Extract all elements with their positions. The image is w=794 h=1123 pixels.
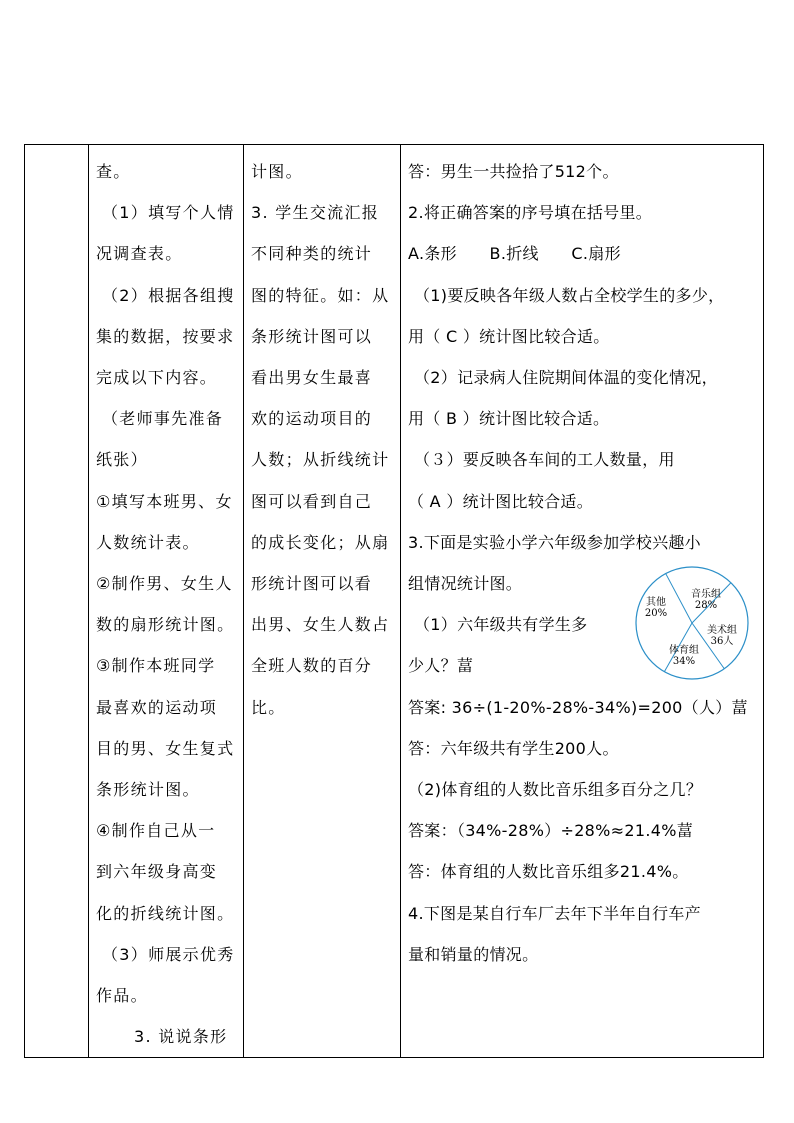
text-line: 量和销量的情况。 <box>408 944 539 964</box>
text-line: 计图。 <box>251 162 303 181</box>
text-line: 人数统计表。 <box>96 532 200 552</box>
text-line: （1）六年级共有学生多 <box>414 615 588 635</box>
text-line: （３）要反映各车间的工人数量，用 <box>414 450 675 470</box>
pie-chart-svg <box>633 564 751 682</box>
text-line: 3. 说说条形 <box>134 1027 228 1047</box>
pie-slice-name: 体育组 <box>669 645 699 656</box>
text-line: 条形统计图。 <box>96 780 200 800</box>
text-line: 到六年级身高变 <box>96 862 218 882</box>
text-line: 4.下图是某自行车厂去年下半年自行车产 <box>408 903 701 923</box>
text-line: 图可以看到自己 <box>251 491 373 511</box>
text-line: 不同种类的统计 <box>251 244 373 264</box>
pie-slice-value: 36人 <box>710 636 734 647</box>
pie-slice-label <box>669 643 699 667</box>
text-line: 答案：（34%-28%）÷28%≈21.4%葍 <box>408 821 694 841</box>
text-line: A.条形 B.折线 C.扇形 <box>408 244 621 264</box>
pie-slice-label <box>691 587 721 611</box>
text-line: 答：六年级共有学生200人。 <box>408 738 619 758</box>
student-activity-cell <box>244 145 401 1058</box>
teacher-activity-text <box>89 145 243 1057</box>
pie-slice-name: 其他 <box>646 597 666 608</box>
text-line: 3. 学生交流汇报 <box>251 203 380 223</box>
text-line: （1)要反映各年级人数占全校学生的多少， <box>414 285 725 305</box>
text-line: 少人？葍 <box>408 656 474 676</box>
text-line: 完成以下内容。 <box>96 368 218 388</box>
text-line: 化的折线统计图。 <box>96 903 235 923</box>
pie-slice-value: 28% <box>694 600 718 611</box>
text-line: 目的男、女生复式 <box>96 738 235 758</box>
text-line: 查。 <box>96 162 131 181</box>
text-line: 纸张） <box>96 450 148 470</box>
text-line: ④制作自己从一 <box>96 821 216 841</box>
text-line: ①填写本班男、女 <box>96 491 233 511</box>
text-line: 数的扇形统计图。 <box>96 615 235 635</box>
pie-slice-value: 34% <box>672 656 696 667</box>
text-line: （老师事先准备 <box>102 409 224 429</box>
text-line: 用（ B ）统计图比较合适。 <box>408 409 610 429</box>
text-line: 图的特征。如：从 <box>251 285 390 305</box>
text-line: 出男、女生人数占 <box>251 615 390 635</box>
text-line: 答：男生一共捡拾了512个。 <box>408 162 619 181</box>
teacher-activity-cell <box>89 145 244 1058</box>
section-label-cell <box>25 145 89 1058</box>
text-line: 全班人数的百分 <box>251 656 373 676</box>
pie-slice-name: 音乐组 <box>691 589 721 600</box>
pie-slice-label <box>707 623 737 647</box>
text-line: （3）师展示优秀 <box>102 944 235 964</box>
text-line: 3.下面是实验小学六年级参加学校兴趣小 <box>408 532 701 552</box>
text-line: 集的数据，按要求 <box>96 326 235 346</box>
text-line: 最喜欢的运动项 <box>96 697 218 717</box>
text-line: （2）记录病人住院期间体温的变化情况， <box>414 368 718 388</box>
text-line: （2）根据各组搜 <box>102 285 235 305</box>
exercise-text <box>401 145 763 975</box>
text-line: 2.将正确答案的序号填在括号里。 <box>408 203 653 223</box>
text-line: （ A ）统计图比较合适。 <box>408 491 594 511</box>
text-line: 答案: 36÷(1-20%-28%-34%)=200（人）葍 <box>408 697 748 717</box>
student-activity-text <box>244 145 400 728</box>
text-line: 条形统计图可以 <box>251 326 373 346</box>
pie-slice-name: 美术组 <box>707 625 737 636</box>
text-line: 况调查表。 <box>96 244 183 264</box>
text-line: 的成长变化；从扇 <box>251 532 390 552</box>
text-line: 人数；从折线统计 <box>251 450 390 470</box>
text-line: （1）填写个人情 <box>102 203 235 223</box>
text-line: 形统计图可以看 <box>251 574 373 594</box>
text-line: 答：体育组的人数比音乐组多21.4%。 <box>408 862 689 882</box>
text-line: 看出男女生最喜 <box>251 368 373 388</box>
text-line: 组情况统计图。 <box>408 574 523 594</box>
pie-slice-label <box>645 595 667 619</box>
text-line: ③制作本班同学 <box>96 656 216 676</box>
text-line: ②制作男、女生人 <box>96 574 233 594</box>
text-line: 比。 <box>251 697 286 717</box>
interest-group-pie-chart <box>633 564 751 682</box>
text-line: 作品。 <box>96 986 148 1006</box>
text-line: 欢的运动项目的 <box>251 409 373 429</box>
text-line: （2)体育组的人数比音乐组多百分之几？ <box>408 780 703 800</box>
text-line: 用（ C ）统计图比较合适。 <box>408 326 610 346</box>
pie-slice-value: 20% <box>644 608 668 619</box>
